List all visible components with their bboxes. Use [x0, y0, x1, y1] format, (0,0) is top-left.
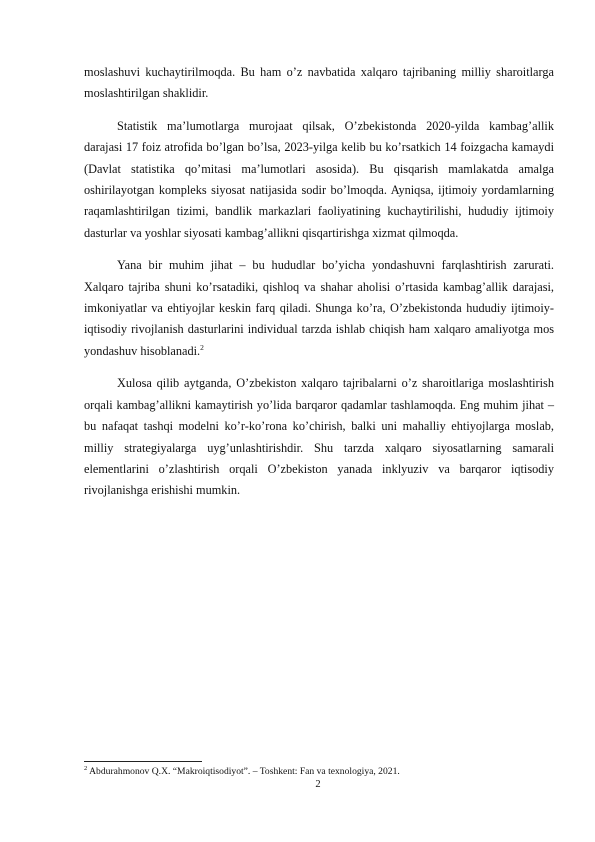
paragraph-3: [84, 255, 554, 362]
footnote-number: 2: [84, 764, 88, 772]
paragraph-2-text: Statistik ma’lumotlarga murojaat qilsak, O’zbekistonda 2020-yilda kambag’allik darajasi 17 foiz atrofida bo’lgan bo’lsa, 2023-yilga kelib bu ko’rsatkich 14 foizgacha kamaydi (Davlat statistika qo’mitasi ma’lumotlari asosida). Bu qisqarish mamlakatda amalga oshirilayotgan kompleks siyosat natijasida sodir bo’lmoqda. Ayniqsa, ijtimoiy yordamlarning raqamlashtirilgan tizimi, bandlik markazlari faoliyatining kuchaytirilishi, hududiy ijtimoiy dasturlar va yoshlar siyosati kambag’allikni qisqartirishga xizmat qilmoqda.: [84, 118, 554, 240]
paragraph-1: [84, 62, 554, 105]
footnote: [84, 765, 554, 778]
paragraph-2: [84, 116, 554, 244]
body-text: [84, 62, 554, 513]
paragraph-1-text: moslashuvi kuchaytirilmoqda. Bu ham o’z navbatida xalqaro tajribaning milliy sharoitlarga moslashtirilgan shaklidir.: [84, 65, 554, 101]
paragraph-4: [84, 373, 554, 501]
footnote-reference[interactable]: 2: [200, 342, 204, 352]
paragraph-3-text: Yana bir muhim jihat – bu hududlar bo’yicha yondashuvni farqlashtirish zarurati. Xalqaro tajriba shuni ko’rsatadiki, qishloq va shahar aholisi o’rtasida kambag’allik darajasi, imkoniyatlar va ehtiyojlar keskin farq qiladi. Shunga ko’ra, O’zbekistonda hududiy ijtimoiy-iqtisodiy rivojlanish dasturlarini individual tarzda ishlab chiqish ham xalqaro amaliyotga mos yondashuv hisoblanadi.: [84, 258, 554, 358]
footnote-divider: [84, 761, 202, 762]
page-number: 2: [315, 779, 321, 790]
paragraph-4-text: Xulosa qilib aytganda, O’zbekiston xalqaro tajribalarni o’z sharoitlariga moslashtirish orqali kambag’allikni kamaytirish yo’lida barqaror qadamlar tashlamoqda. Eng muhim jihat – bu nafaqat tashqi modelni ko’r-ko’rona ko’chirish, balki uni mahalliy ehtiyojlarga moslab, milliy strategiyalarga uyg’unlashtirishdir. Shu tarzda xalqaro siyosatlarning samarali elementlarini o’zlashtirish orqali O’zbekiston yanada inklyuziv va barqaror iqtisodiy rivojlanishga erishishi mumkin.: [84, 376, 554, 498]
footnote-text: Abdurahmonov Q.X. “Makroiqtisodiyot”. – Toshkent: Fan va texnologiya, 2021.: [87, 766, 400, 777]
